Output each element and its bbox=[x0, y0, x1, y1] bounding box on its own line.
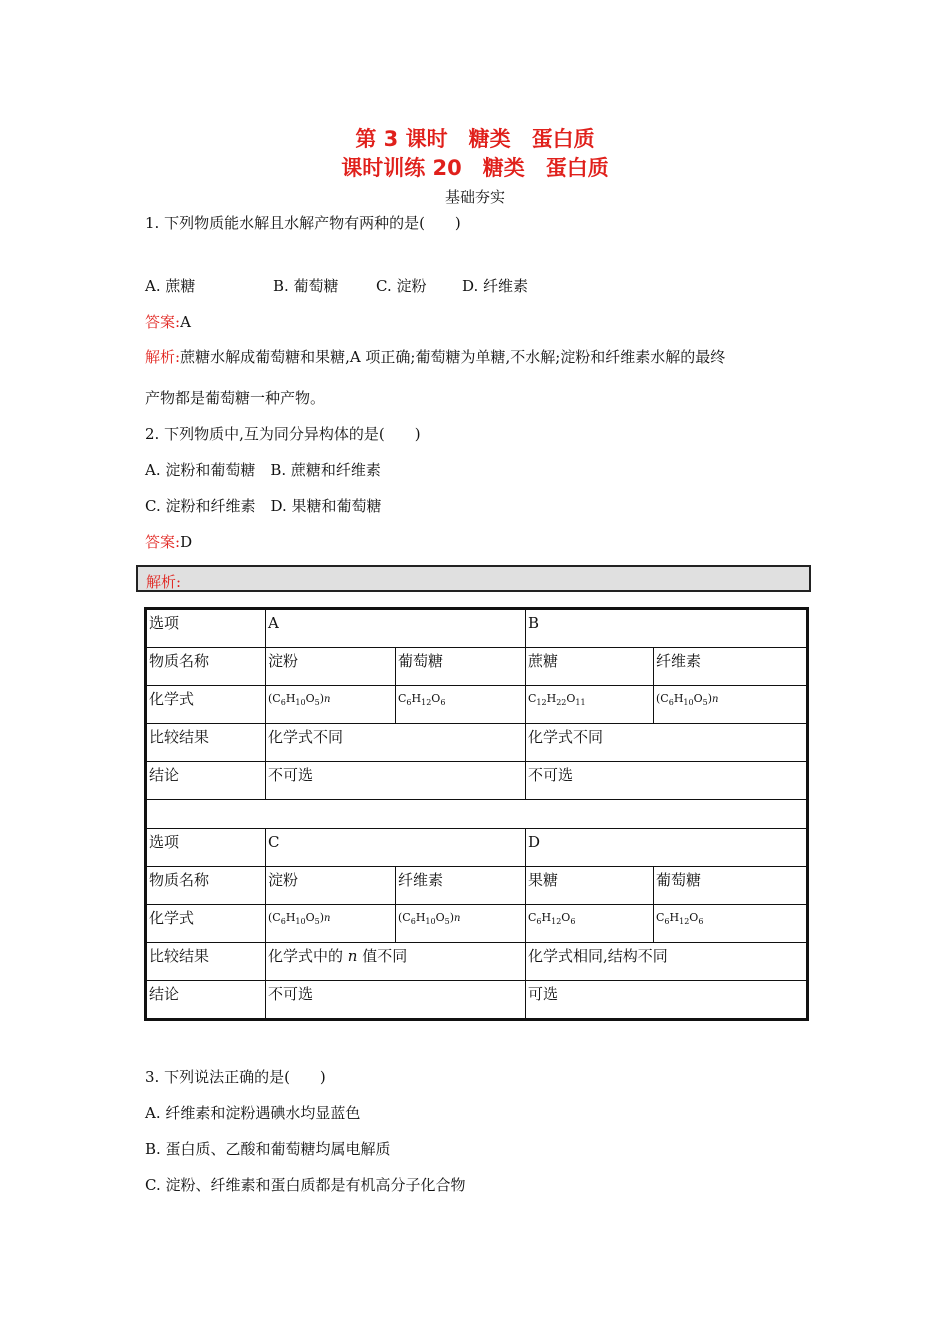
analysis-label: 解析: bbox=[145, 348, 181, 366]
table-row bbox=[146, 609, 808, 648]
formula-cellulose: $(C_6H_{10}O_5)n$ bbox=[396, 905, 526, 943]
q2-options-line2: C. 淀粉和纤维素 D. 果糖和葡萄糖 bbox=[145, 497, 382, 515]
row-label: 物质名称 bbox=[146, 648, 266, 686]
conclusion-cell: 不可选 bbox=[266, 762, 526, 800]
conclusion-cell: 不可选 bbox=[266, 981, 526, 1020]
analysis-label: 解析: bbox=[146, 573, 182, 591]
name-cell: 纤维素 bbox=[396, 867, 526, 905]
table-row bbox=[146, 867, 808, 905]
q2-analysis-box bbox=[136, 565, 811, 592]
compare-cell: 化学式不同 bbox=[526, 724, 808, 762]
spacer-cell bbox=[146, 800, 808, 829]
formula-starch: $(C_6H_{10}O_5)n$ bbox=[266, 905, 396, 943]
page-subtitle: 课时训练 20 糖类 蛋白质 bbox=[341, 156, 609, 180]
q3-option-a: A. 纤维素和淀粉遇碘水均显蓝色 bbox=[145, 1104, 361, 1122]
table-row bbox=[146, 829, 808, 867]
name-cell: 淀粉 bbox=[266, 648, 396, 686]
row-label: 结论 bbox=[146, 981, 266, 1020]
q3-option-c: C. 淀粉、纤维素和蛋白质都是有机高分子化合物 bbox=[145, 1176, 466, 1194]
row-label: 化学式 bbox=[146, 905, 266, 943]
table-row bbox=[146, 686, 808, 724]
variable-n: n bbox=[347, 947, 358, 965]
compare-cell: 化学式相同,结构不同 bbox=[526, 943, 808, 981]
table-row bbox=[146, 648, 808, 686]
table-row bbox=[146, 762, 808, 800]
section-heading: 基础夯实 bbox=[444, 188, 505, 206]
answer-label: 答案: bbox=[145, 313, 181, 331]
row-label: 比较结果 bbox=[146, 724, 266, 762]
row-label: 比较结果 bbox=[146, 943, 266, 981]
row-label: 结论 bbox=[146, 762, 266, 800]
table-spacer-row bbox=[146, 800, 808, 829]
question-2-stem: 2. 下列物质中,互为同分异构体的是( ) bbox=[145, 425, 421, 443]
conclusion-cell: 可选 bbox=[526, 981, 808, 1020]
option-cell: B bbox=[526, 609, 808, 648]
conclusion-cell: 不可选 bbox=[526, 762, 808, 800]
formula-glucose: $C_6H_{12}O_6$ bbox=[654, 905, 808, 943]
answer-label: 答案: bbox=[145, 533, 181, 551]
table-row bbox=[146, 981, 808, 1020]
name-cell: 葡萄糖 bbox=[396, 648, 526, 686]
option-cell: D bbox=[526, 829, 808, 867]
question-1-stem: 1. 下列物质能水解且水解产物有两种的是( ) bbox=[145, 214, 461, 232]
formula-sucrose: $C_{12}H_{22}O_{11}$ bbox=[526, 686, 654, 724]
name-cell: 果糖 bbox=[526, 867, 654, 905]
q2-options-line1: A. 淀粉和葡萄糖 B. 蔗糖和纤维素 bbox=[145, 461, 381, 479]
name-cell: 葡萄糖 bbox=[654, 867, 808, 905]
name-cell: 淀粉 bbox=[266, 867, 396, 905]
row-label: 物质名称 bbox=[146, 867, 266, 905]
q1-option-d: D. 纤维素 bbox=[462, 277, 529, 295]
table-row bbox=[146, 905, 808, 943]
compare-cell bbox=[266, 943, 526, 981]
name-cell: 蔗糖 bbox=[526, 648, 654, 686]
compare-text: 值不同 bbox=[357, 947, 408, 965]
q1-analysis-line1 bbox=[145, 346, 725, 367]
formula-cellulose: $(C_6H_{10}O_5)n$ bbox=[654, 686, 808, 724]
formula-glucose: $C_6H_{12}O_6$ bbox=[396, 686, 526, 724]
q1-analysis-line2: 产物都是葡萄糖一种产物。 bbox=[145, 389, 326, 407]
q3-option-b: B. 蛋白质、乙酸和葡萄糖均属电解质 bbox=[145, 1140, 391, 1158]
row-label: 选项 bbox=[146, 609, 266, 648]
compare-text: 化学式中的 bbox=[268, 947, 348, 965]
option-cell: A bbox=[266, 609, 526, 648]
name-cell: 纤维素 bbox=[654, 648, 808, 686]
formula-fructose: $C_6H_{12}O_6$ bbox=[526, 905, 654, 943]
question-3-stem: 3. 下列说法正确的是( ) bbox=[145, 1068, 326, 1086]
q1-option-c: C. 淀粉 bbox=[376, 277, 427, 295]
table-row bbox=[146, 724, 808, 762]
analysis-text: 蔗糖水解成葡萄糖和果糖,A 项正确;葡萄糖为单糖,不水解;淀粉和纤维素水解的最终 bbox=[180, 348, 726, 366]
table-row bbox=[146, 943, 808, 981]
comparison-table bbox=[144, 607, 809, 1021]
q2-answer bbox=[145, 531, 192, 552]
answer-value: D bbox=[180, 533, 193, 551]
q1-answer bbox=[145, 311, 191, 332]
row-label: 选项 bbox=[146, 829, 266, 867]
row-label: 化学式 bbox=[146, 686, 266, 724]
formula-starch: $(C_6H_{10}O_5)n$ bbox=[266, 686, 396, 724]
option-cell: C bbox=[266, 829, 526, 867]
answer-value: A bbox=[180, 313, 191, 331]
page-title: 第 3 课时 糖类 蛋白质 bbox=[355, 127, 595, 151]
q1-option-a: A. 蔗糖 bbox=[145, 277, 196, 295]
q1-option-b: B. 葡萄糖 bbox=[273, 277, 339, 295]
compare-cell: 化学式不同 bbox=[266, 724, 526, 762]
